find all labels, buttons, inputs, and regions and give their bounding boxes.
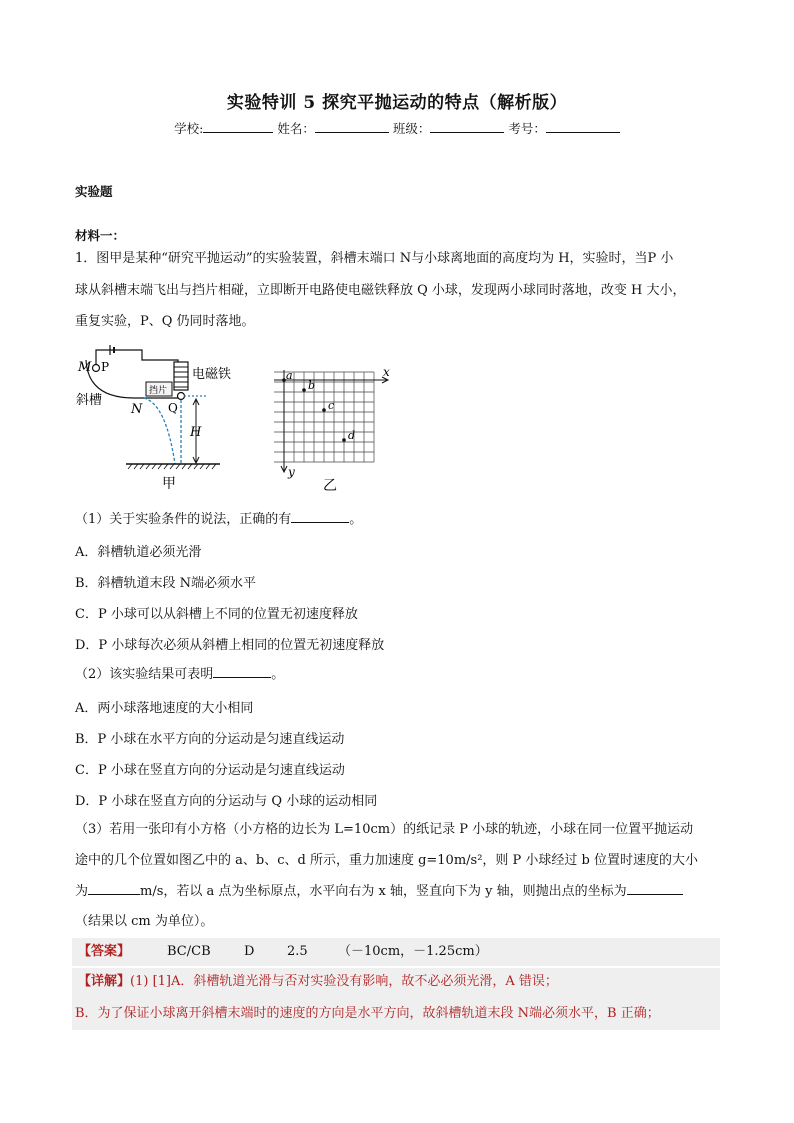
question-stem-line-2: 球从斜槽末端飞出与挡片相碰，立即断开电路使电磁铁释放 Q 小球，发现两小球同时落地，改变 H 大小， [75, 283, 686, 298]
exam-number-blank [546, 120, 620, 133]
grid-lines [274, 372, 374, 462]
q1-option-b: B．斜槽轨道末段 N端必须水平 [75, 576, 257, 591]
label-c: c [328, 399, 335, 412]
question-stem-line-3: 重复实验，P、Q 仍同时落地。 [75, 314, 255, 329]
name-label: 姓名： [277, 121, 315, 136]
material-label: 材料一： [75, 228, 126, 243]
q3-line-2: 途中的几个位置如图乙中的 a、b、c、d 所示，重力加速度 g=10m/s²，则 P 小球经过 b 位置时速度的大小 [75, 853, 699, 868]
figure-jia-apparatus [74, 338, 244, 494]
ball-q-icon [178, 393, 185, 400]
answer-3: 2.5 [287, 944, 308, 959]
explanation-block [72, 968, 720, 1030]
electromagnet-icon [174, 362, 188, 390]
answer-label: 【答案】 [78, 944, 131, 959]
q1-text: （1）关于实验条件的说法，正确的有 [75, 512, 292, 527]
point-b [302, 388, 306, 392]
exam-number-label: 考号： [508, 121, 546, 136]
q3-line-3 [75, 882, 683, 902]
label-n: N [131, 402, 143, 417]
q2-option-a: A．两小球落地速度的大小相同 [75, 701, 254, 716]
q2-answer-blank [213, 665, 271, 678]
q3-line-3-middle: m/s，若以 a 点为坐标原点，水平向右为 x 轴，竖直向下为 y 轴，则抛出点的坐标为 [140, 884, 627, 899]
label-d: d [348, 429, 356, 442]
q2-text: （2）该实验结果可表明 [75, 667, 214, 682]
q3-coordinate-blank [627, 882, 683, 895]
class-label: 班级： [392, 121, 431, 136]
answer-4: （－10cm，－1.25cm） [338, 944, 488, 959]
ball-p-icon [93, 365, 100, 372]
label-a: a [286, 369, 293, 382]
q2-option-b: B．P 小球在水平方向的分运动是匀速直线运动 [75, 732, 345, 747]
q2-option-d: D．P 小球在竖直方向的分运动与 Q 小球的运动相同 [75, 794, 378, 809]
figure-jia-caption: 甲 [162, 476, 176, 492]
q3-line-1: （3）若用一张印有小方格（小方格的边长为 L=10cm）的纸记录 P 小球的轨迹，小球在同一位置平抛运动 [75, 822, 694, 837]
section-heading: 实验题 [75, 184, 113, 199]
q3-line-3-start: 为 [75, 884, 89, 899]
q1-end: 。 [349, 512, 363, 527]
q1-answer-blank [291, 510, 349, 523]
explanation-line-2: B．为了保证小球离开斜槽末端时的速度的方向是水平方向，故斜槽轨道末段 N端必须水平，B 正确； [75, 1006, 660, 1021]
label-m: M [78, 360, 92, 375]
answer-block [72, 938, 720, 966]
label-y: y [288, 465, 295, 479]
q2-option-c: C．P 小球在竖直方向的分运动是匀速直线运动 [75, 763, 345, 778]
explanation-text-1: (1) [1]A．斜槽轨道光滑与否对实验没有影响，故不必必须光滑，A 错误； [130, 974, 558, 989]
label-chute: 斜槽 [76, 393, 103, 408]
answer-2: D [244, 944, 255, 959]
answer-1: BC/CB [167, 944, 211, 959]
school-label: 学校: [174, 121, 204, 136]
point-d [342, 438, 346, 442]
q2-prompt [75, 665, 284, 685]
name-blank [315, 120, 389, 133]
q1-prompt [75, 510, 362, 530]
q3-speed-blank [88, 882, 140, 895]
school-blank [203, 120, 273, 133]
class-blank [430, 120, 504, 133]
figure-yi-caption: 乙 [323, 478, 337, 494]
q1-option-d: D．P 小球每次必须从斜槽上相同的位置无初速度释放 [75, 638, 385, 653]
explanation-line-1 [78, 972, 558, 992]
explanation-label: 【详解】 [78, 974, 131, 989]
q2-end: 。 [271, 667, 285, 682]
figure-yi-grid [268, 364, 396, 496]
label-q: Q [168, 401, 178, 415]
q1-option-c: C．P 小球可以从斜槽上不同的位置无初速度释放 [75, 607, 358, 622]
label-x: x [383, 365, 390, 379]
q1-option-a: A．斜槽轨道必须光滑 [75, 545, 202, 560]
label-p: P [101, 360, 110, 374]
label-electromagnet: 电磁铁 [192, 367, 232, 382]
page-title: 实验特训 5 探究平抛运动的特点（解析版） [226, 93, 568, 113]
point-c [322, 408, 326, 412]
student-info-line [0, 119, 794, 137]
question-stem-line-1: 1．图甲是某种“研究平抛运动”的实验装置，斜槽末端口 N与小球离地面的高度均为 H，实验时，当P 小 [75, 251, 674, 266]
baffle-label: 挡片 [149, 386, 168, 396]
label-b: b [308, 379, 316, 392]
q3-line-4: （结果以 cm 为单位）。 [75, 914, 214, 929]
label-h: H [190, 425, 202, 440]
